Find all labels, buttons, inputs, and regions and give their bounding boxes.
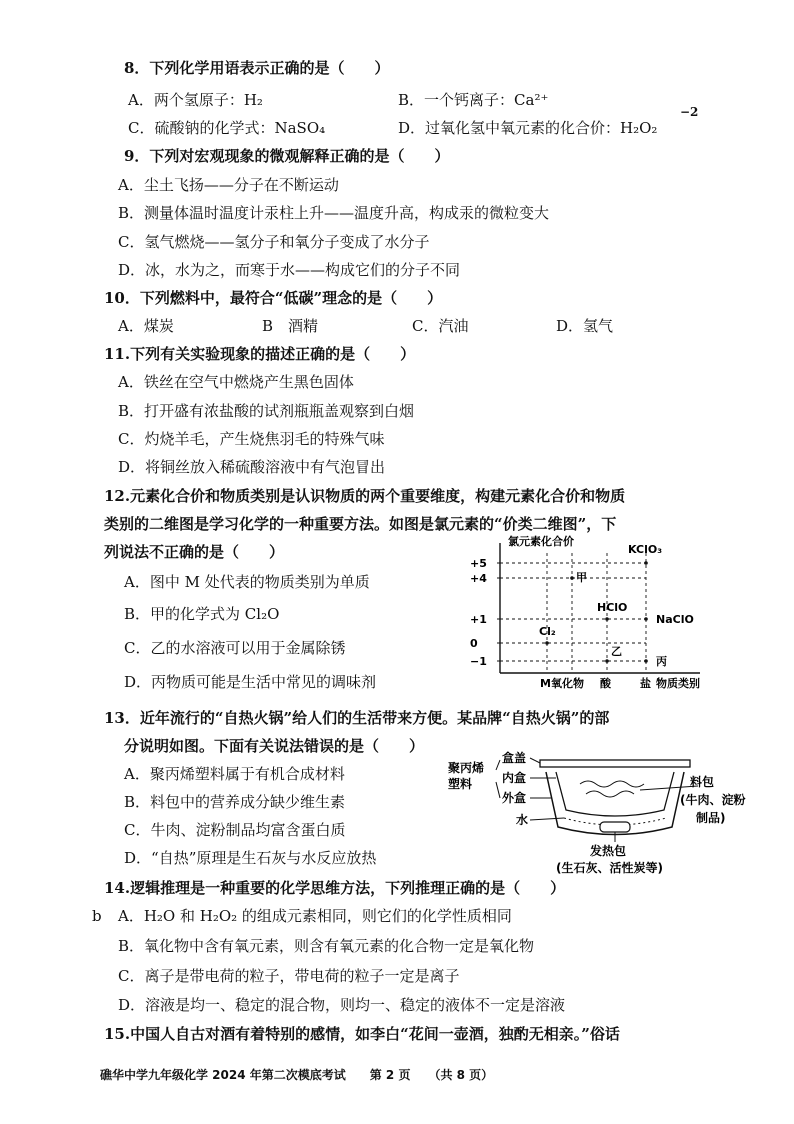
q13-option-a: A．聚丙烯塑料属于有机合成材料 <box>124 765 345 783</box>
q9-stem: 9．下列对宏观现象的微观解释正确的是（ ） <box>124 147 450 165</box>
valence-class-chart <box>450 533 710 690</box>
hotpot-material-label: 聚丙烯 <box>448 761 485 775</box>
hotpot-lid <box>540 760 690 767</box>
x-axis-label: 物质类别 <box>656 677 700 690</box>
bracket-bottom <box>496 782 500 798</box>
data-point <box>644 561 648 565</box>
q8-option-d: D．过氧化氢中氧元素的化合价：H₂O₂ <box>398 119 658 137</box>
q13-option-b: B．料包中的营养成分缺少维生素 <box>124 793 346 811</box>
q14-stem: 14.逻辑推理是一种重要的化学思维方法，下列推理正确的是（ ） <box>104 879 566 897</box>
point-label: 乙 <box>611 645 622 658</box>
q12-option-a: A．图中 M 处代表的物质类别为单质 <box>124 573 370 591</box>
y-tick-label: +5 <box>470 557 487 570</box>
q10-option-b: B 酒精 <box>262 317 319 335</box>
q13-option-c: C．牛肉、淀粉制品均富含蛋白质 <box>124 821 346 839</box>
q8-valence-mark: −2 <box>680 105 699 119</box>
point-label: NaClO <box>656 613 694 626</box>
page-footer: 礁华中学九年级化学 2024 年第二次模底考试 第 2 页 （共 8 页） <box>100 1068 494 1082</box>
leader-water <box>530 818 564 820</box>
hotpot-ingredients <box>580 781 644 787</box>
hotpot-inner-box <box>556 772 674 816</box>
point-label: 丙 <box>656 655 667 668</box>
data-point <box>644 659 648 663</box>
q12-option-c: C．乙的水溶液可以用于金属除锈 <box>124 639 346 657</box>
y-tick-label: −1 <box>470 655 487 668</box>
q10-option-a: A．煤炭 <box>118 317 174 335</box>
q9-option-a: A．尘土飞扬——分子在不断运动 <box>118 176 339 194</box>
data-point <box>545 641 549 645</box>
hotpot-diagram <box>440 752 770 877</box>
hotpot-material-label-2: 塑料 <box>448 777 473 791</box>
x-tick-label: 盐 <box>640 677 651 690</box>
hotpot-outer-label: 外盒 <box>502 791 527 805</box>
hotpot-pack-detail-2: 制品) <box>696 811 726 825</box>
y-tick-label: 0 <box>470 637 478 650</box>
q14-option-b: B．氧化物中含有氧元素，则含有氧元素的化合物一定是氧化物 <box>118 937 535 955</box>
q13-stem-line1: 13．近年流行的“自热火锅”给人们的生活带来方便。某品牌“自热火锅”的部 <box>104 709 610 727</box>
point-label: Cl₂ <box>539 625 556 638</box>
chart-ylabel: 氯元素化合价 <box>508 535 574 548</box>
q15-stem: 15.中国人自古对酒有着特别的感情，如李白“花间一壶酒，独酌无相亲。”俗话 <box>104 1025 620 1043</box>
q11-option-c: C．灼烧羊毛，产生烧焦羽毛的特殊气味 <box>118 430 385 448</box>
q14-margin-mark: b <box>92 907 102 925</box>
q12-option-d: D．丙物质可能是生活中常见的调味剂 <box>124 673 377 691</box>
leader-lid <box>530 758 540 763</box>
hotpot-ingredients-2 <box>586 791 634 797</box>
point-label: KClO₃ <box>628 543 663 556</box>
data-point <box>644 617 648 621</box>
x-tick-label: 氧化物 <box>551 677 584 690</box>
data-point <box>605 659 609 663</box>
hotpot-lid-label: 盒盖 <box>502 751 527 765</box>
q9-option-c: C．氢气燃烧——氢分子和氧分子变成了水分子 <box>118 233 430 251</box>
q13-stem-line2: 分说明如图。下面有关说法错误的是（ ） <box>124 737 425 755</box>
y-tick-label: +4 <box>470 572 487 585</box>
hotpot-pack-label: 料包 <box>690 775 715 789</box>
q12-stem-line2: 类别的二维图是学习化学的一种重要方法。如图是氯元素的“价类二维图”，下 <box>104 515 617 533</box>
hotpot-heat-pack <box>600 822 630 832</box>
q10-option-d: D．氢气 <box>556 317 614 335</box>
hotpot-pack-detail: (牛肉、淀粉 <box>680 793 746 807</box>
q8-option-c: C．硫酸钠的化学式：NaSO₄ <box>128 119 326 137</box>
hotpot-inner-label: 内盒 <box>502 771 527 785</box>
q11-option-a: A．铁丝在空气中燃烧产生黑色固体 <box>118 373 354 391</box>
point-label: 甲 <box>576 571 587 584</box>
hotpot-water-label: 水 <box>516 813 529 827</box>
q10-option-c: C．汽油 <box>412 317 469 335</box>
q8-option-b: B．一个钙离子：Ca²⁺ <box>398 91 549 109</box>
q11-option-d: D．将铜丝放入稀硫酸溶液中有气泡冒出 <box>118 458 386 476</box>
hotpot-heat-label: 发热包 <box>590 844 627 858</box>
x-tick-label: M <box>540 677 551 690</box>
q12-stem-line3: 列说法不正确的是（ ） <box>104 543 285 561</box>
q14-option-c: C．离子是带电荷的粒子，带电荷的粒子一定是离子 <box>118 967 460 985</box>
q13-option-d: D．“自热”原理是生石灰与水反应放热 <box>124 849 377 867</box>
q11-option-b: B．打开盛有浓盐酸的试剂瓶瓶盖观察到白烟 <box>118 402 415 420</box>
y-tick-label: +1 <box>470 613 487 626</box>
point-label: HClO <box>597 601 628 614</box>
hotpot-heat-detail: (生石灰、活性炭等) <box>556 861 663 875</box>
q8-option-a: A．两个氢原子：H₂ <box>128 91 263 109</box>
bracket-top <box>496 760 500 770</box>
q12-stem-line1: 12.元素化合价和物质类别是认识物质的两个重要维度，构建元素化合价和物质 <box>104 487 626 505</box>
q9-option-d: D．冰，水为之，而寒于水——构成它们的分子不同 <box>118 261 461 279</box>
q8-stem: 8．下列化学用语表示正确的是（ ） <box>124 59 390 77</box>
q14-option-a: A．H₂O 和 H₂O₂ 的组成元素相同，则它们的化学性质相同 <box>118 907 512 925</box>
data-point <box>605 617 609 621</box>
x-tick-label: 酸 <box>600 677 611 690</box>
data-point <box>570 576 574 580</box>
q12-option-b: B．甲的化学式为 Cl₂O <box>124 605 280 623</box>
q11-stem: 11.下列有关实验现象的描述正确的是（ ） <box>104 345 416 363</box>
q9-option-b: B．测量体温时温度计汞柱上升——温度升高，构成汞的微粒变大 <box>118 204 550 222</box>
q14-option-d: D．溶液是均一、稳定的混合物，则均一、稳定的液体不一定是溶液 <box>118 996 566 1014</box>
q10-stem: 10．下列燃料中，最符合“低碳”理念的是（ ） <box>104 289 443 307</box>
